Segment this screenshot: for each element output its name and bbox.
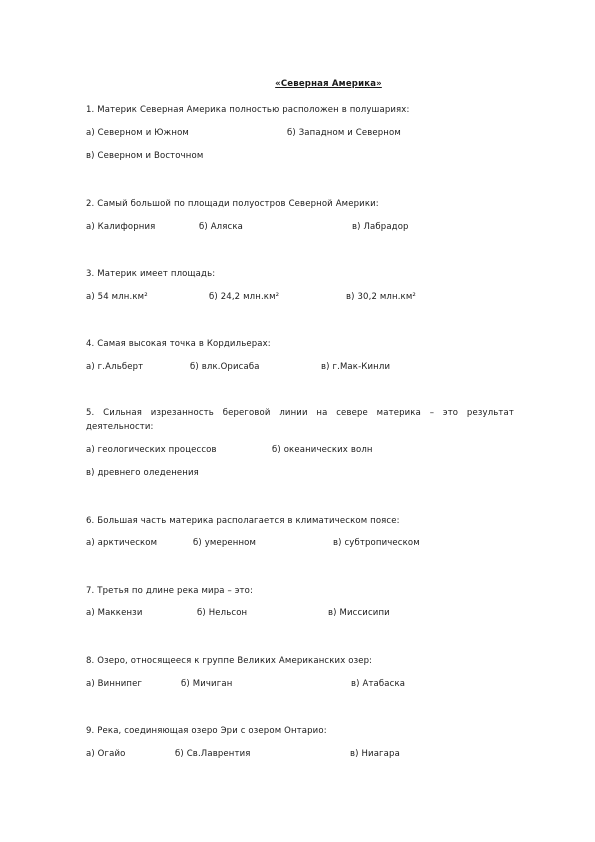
answer-9a: а) Огайо bbox=[86, 749, 126, 759]
answer-6a: а) арктическом bbox=[86, 538, 158, 548]
answer-6b: б) умеренном bbox=[193, 538, 257, 548]
answer-2b: б) Аляска bbox=[199, 222, 243, 232]
answer-7a: а) Маккензи bbox=[86, 608, 143, 618]
answer-7c: в) Миссисипи bbox=[328, 608, 390, 618]
answer-4a: а) г.Альберт bbox=[86, 362, 144, 372]
answer-9c: в) Ниагара bbox=[350, 749, 400, 759]
question-6: 6. Большая часть материка располагается в климатическом поясе: bbox=[86, 516, 400, 526]
answer-8c: в) Атабаска bbox=[351, 679, 406, 689]
answer-5a: а) геологических процессов bbox=[86, 445, 217, 455]
answer-5c: в) древнего оледенения bbox=[86, 468, 199, 478]
question-4: 4. Самая высокая точка в Кордильерах: bbox=[86, 339, 271, 349]
answer-2c: в) Лабрадор bbox=[352, 222, 409, 232]
question-3: 3. Материк имеет площадь: bbox=[86, 269, 216, 279]
answer-2a: а) Калифорния bbox=[86, 222, 156, 232]
answer-3a: а) 54 млн.км² bbox=[86, 292, 148, 302]
page-title: «Северная Америка» bbox=[275, 79, 382, 89]
question-9: 9. Река, соединяющая озеро Эри с озером Онтарио: bbox=[86, 726, 327, 736]
answer-4b: б) влк.Орисаба bbox=[190, 362, 260, 372]
question-8: 8. Озеро, относящееся к группе Великих Американских озер: bbox=[86, 656, 373, 666]
answer-8a: а) Виннипег bbox=[86, 679, 143, 689]
question-2: 2. Самый большой по площади полуостров Северной Америки: bbox=[86, 199, 379, 209]
answer-6c: в) субтропическом bbox=[333, 538, 420, 548]
answer-1a: а) Северном и Южном bbox=[86, 128, 189, 138]
answer-9b: б) Св.Лаврентия bbox=[175, 749, 251, 759]
answer-3c: в) 30,2 млн.км² bbox=[346, 292, 416, 302]
answer-8b: б) Мичиган bbox=[181, 679, 233, 689]
question-5-line-1: 5. Сильная изрезанность береговой линии на севере материка – это результат bbox=[86, 408, 514, 418]
answer-1b: б) Западном и Северном bbox=[287, 128, 401, 138]
answer-7b: б) Нельсон bbox=[197, 608, 248, 618]
answer-3b: б) 24,2 млн.км² bbox=[209, 292, 280, 302]
question-7: 7. Третья по длине река мира – это: bbox=[86, 586, 253, 596]
answer-4c: в) г.Мак-Кинли bbox=[321, 362, 391, 372]
question-5-line-2: деятельности: bbox=[86, 422, 154, 432]
question-1: 1. Материк Северная Америка полностью расположен в полушариях: bbox=[86, 105, 410, 115]
answer-1c: в) Северном и Восточном bbox=[86, 151, 204, 161]
answer-5b: б) океанических волн bbox=[272, 445, 373, 455]
